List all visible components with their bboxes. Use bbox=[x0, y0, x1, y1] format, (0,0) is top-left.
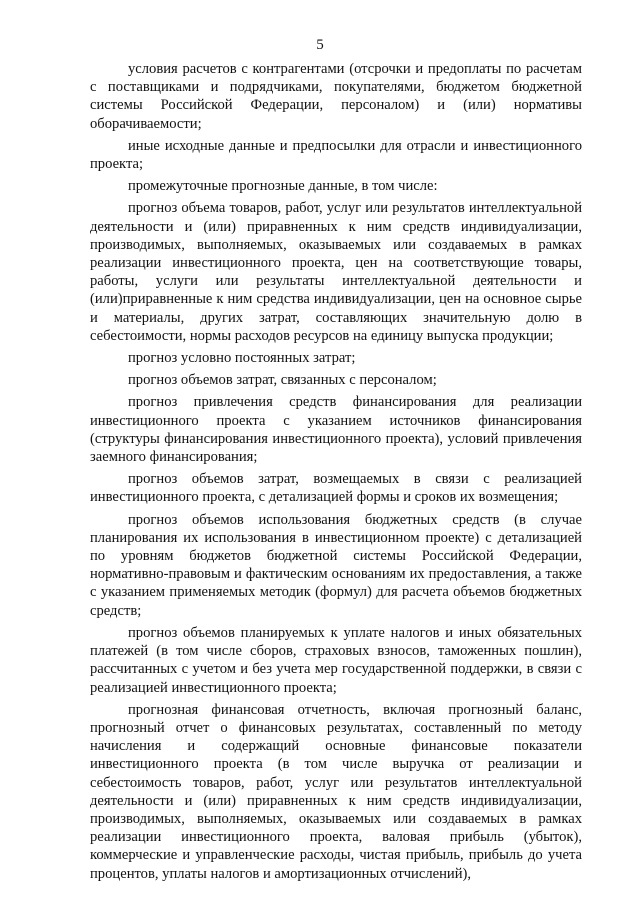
paragraph: прогноз объемов затрат, возмещаемых в связи с реализацией инвестиционного проекта, с детализацией формы и сроков их возмещения; bbox=[90, 471, 582, 506]
paragraph: прогнозная финансовая отчетность, включая прогнозный баланс, прогнозный отчет о финансовых результатах, составленный по методу начисления и содержащий основные финансовые показатели инвестиционного проекта (в том числе выручка от реализации и себестоимость товаров, работ, услуг или результатов интеллектуальной деятельности и (или) приравненных к ним средств индивидуализации, производимых, выполняемых, оказываемых или создаваемых в рамках реализации инвестиционного проекта, валовая прибыль (убыток), коммерческие и управленческие расходы, чистая прибыль, прибыль до учета процентов, уплаты налогов и амортизационных отчислений), bbox=[90, 701, 582, 882]
paragraph: промежуточные прогнозные данные, в том числе: bbox=[128, 178, 438, 195]
paragraph: прогноз объемов использования бюджетных средств (в случае планирования их использования в инвестиционном проекте) с детализацией по уровням бюджетов бюджетной системы Российской Федерации, нормативно-правовым и фактическим основаниям их предоставления, а также с указанием применяемых методик (формул) для расчета объемов бюджетных средств; bbox=[90, 511, 582, 619]
paragraph: прогноз объема товаров, работ, услуг или результатов интеллектуальной деятельности и (или) приравненных к ним средств индивидуализации, производимых, выполняемых, оказываемых или создаваемых в рамках реализации инвестиционного проекта, цен на соответствующие товары, работы, услуги или результаты интеллектуальной деятельности и (или)приравненные к ним средства индивидуализации, цен на основное сырье и материалы, других затрат, составляющих значительную долю в себестоимости, нормы расходов ресурсов на единицу выпуска продукции; bbox=[90, 200, 582, 344]
paragraph: прогноз объемов планируемых к уплате налогов и иных обязательных платежей (в том числе сборов, страховых взносов, таможенных пошлин), рассчитанных с учетом и без учета мер государственной поддержки, в связи с реализацией инвестиционного проекта; bbox=[90, 624, 582, 696]
paragraph: прогноз объемов затрат, связанных с персоналом; bbox=[128, 372, 437, 389]
paragraph: прогноз привлечения средств финансирования для реализации инвестиционного проекта с указанием источников финансирования (структуры финансирования инвестиционного проекта), условий привлечения заемного финансирования; bbox=[90, 394, 582, 466]
document-body bbox=[90, 60, 582, 887]
paragraph: прогноз условно постоянных затрат; bbox=[128, 350, 356, 367]
paragraph: условия расчетов с контрагентами (отсрочки и предоплаты по расчетам с поставщиками и подрядчиками, покупателями, бюджетом бюджетной системы Российской Федерации, персоналом) и (или) нормативы оборачиваемости; bbox=[90, 61, 582, 132]
paragraph: иные исходные данные и предпосылки для отрасли и инвестиционного проекта; bbox=[90, 137, 582, 173]
page-number: 5 bbox=[316, 37, 324, 53]
